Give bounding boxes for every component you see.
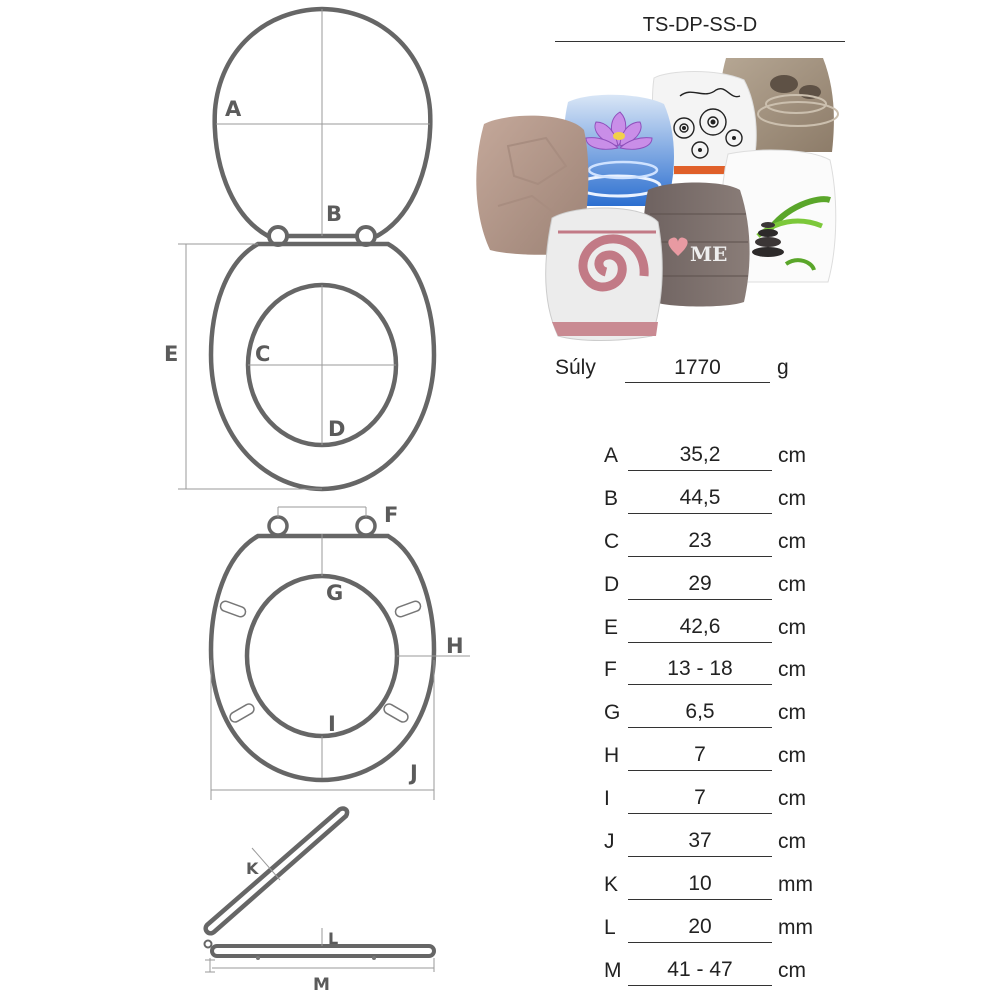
dimension-value: 10 bbox=[628, 872, 772, 900]
label-e: E bbox=[164, 342, 179, 366]
dimension-unit: mm bbox=[778, 915, 813, 939]
dimension-unit: cm bbox=[778, 658, 806, 682]
dimension-value: 13 - 18 bbox=[628, 657, 772, 685]
photo-home-text: ME bbox=[690, 242, 728, 266]
title-underline bbox=[555, 41, 845, 42]
dimension-value: 42,6 bbox=[628, 615, 772, 643]
label-m: M bbox=[313, 975, 330, 995]
dimension-unit: cm bbox=[778, 787, 806, 811]
dimension-value: 41 - 47 bbox=[628, 958, 772, 986]
label-j: J bbox=[410, 761, 418, 785]
photo-mosaic-spiral-seat bbox=[546, 208, 663, 341]
dimension-letter: B bbox=[604, 486, 619, 510]
weight-value: 1770 bbox=[625, 356, 770, 383]
dimension-unit: cm bbox=[778, 830, 806, 854]
dimension-unit: cm bbox=[778, 958, 806, 982]
weight-row bbox=[555, 352, 855, 388]
dimension-letter: A bbox=[604, 444, 619, 467]
dimension-letter: K bbox=[604, 872, 619, 896]
weight-unit: g bbox=[777, 356, 789, 379]
dimension-row-h bbox=[596, 740, 856, 783]
dimension-row-c bbox=[596, 526, 856, 569]
product-photo-collage bbox=[468, 56, 840, 342]
seat-outline bbox=[178, 244, 434, 489]
dimension-letter: H bbox=[604, 744, 620, 768]
label-a: A bbox=[225, 97, 242, 121]
dimension-value: 7 bbox=[628, 786, 772, 814]
dimension-letter: M bbox=[604, 958, 622, 982]
dimension-letter: C bbox=[604, 529, 620, 553]
dimension-value: 37 bbox=[628, 829, 772, 857]
dimension-letter: I bbox=[604, 787, 610, 811]
dimension-unit: cm bbox=[778, 444, 806, 467]
dimension-row-b bbox=[596, 483, 856, 526]
dimension-letter: F bbox=[604, 658, 617, 682]
dimension-unit: mm bbox=[778, 872, 813, 896]
label-c: C bbox=[255, 342, 271, 366]
dimension-unit: cm bbox=[778, 615, 806, 639]
dimension-row-e bbox=[596, 612, 856, 655]
dimension-row-g bbox=[596, 697, 856, 740]
dimension-letter: D bbox=[604, 572, 620, 596]
seat-underside-outline bbox=[211, 507, 470, 800]
dimension-row-m bbox=[596, 955, 856, 998]
seat-technical-drawing bbox=[0, 0, 470, 1000]
dimension-unit: cm bbox=[778, 701, 806, 725]
dimension-value: 7 bbox=[628, 743, 772, 771]
dimension-row-l bbox=[596, 912, 856, 955]
dimensions-table bbox=[596, 440, 856, 998]
dimension-value: 35,2 bbox=[628, 443, 772, 471]
dimension-letter: G bbox=[604, 701, 621, 725]
label-b: B bbox=[326, 202, 343, 226]
label-k: K bbox=[246, 859, 259, 878]
dimension-unit: cm bbox=[778, 486, 806, 510]
label-i: I bbox=[328, 712, 336, 736]
dimension-row-a bbox=[596, 440, 856, 483]
side-view bbox=[205, 809, 435, 972]
dimension-value: 44,5 bbox=[628, 486, 772, 514]
label-h: H bbox=[446, 634, 464, 658]
dimension-value: 6,5 bbox=[628, 700, 772, 728]
label-l: L bbox=[328, 929, 339, 948]
dimension-row-i bbox=[596, 783, 856, 826]
dimension-unit: cm bbox=[778, 744, 806, 768]
dimension-unit: cm bbox=[778, 572, 806, 596]
lid-outline bbox=[215, 9, 431, 245]
dimension-letter: E bbox=[604, 615, 619, 639]
weight-label: Súly bbox=[555, 356, 596, 379]
dimension-value: 20 bbox=[628, 915, 772, 943]
label-d: D bbox=[328, 417, 346, 441]
dimension-value: 23 bbox=[628, 529, 772, 557]
dimension-row-d bbox=[596, 569, 856, 612]
label-f: F bbox=[384, 503, 399, 527]
dimension-row-j bbox=[596, 826, 856, 869]
dimension-letter: J bbox=[604, 830, 615, 854]
dimension-row-k bbox=[596, 869, 856, 912]
dimension-value: 29 bbox=[628, 572, 772, 600]
dimension-letter: L bbox=[604, 915, 616, 939]
dimension-row-f bbox=[596, 654, 856, 697]
dimension-unit: cm bbox=[778, 529, 806, 553]
label-g: G bbox=[326, 581, 344, 605]
model-code: TS-DP-SS-D bbox=[642, 14, 758, 36]
